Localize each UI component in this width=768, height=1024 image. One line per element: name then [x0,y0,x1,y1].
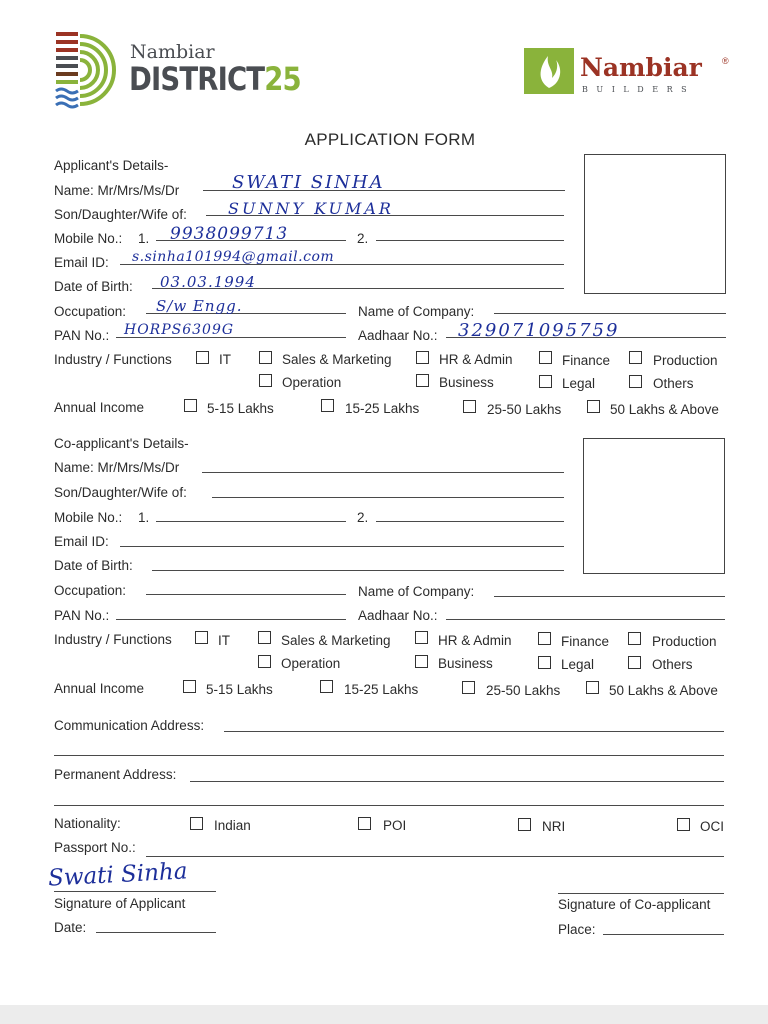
coapplicant-email-label: Email ID: [54,534,109,549]
leaf-flame-icon [524,48,574,94]
coapplicant-industry-operation-checkbox[interactable] [258,655,271,668]
applicant-industry-it-label: IT [219,352,231,367]
applicant-industry-hr-checkbox[interactable] [416,351,429,364]
applicant-signature-label: Signature of Applicant [54,896,186,911]
communication-address-field-1[interactable] [224,731,724,732]
applicant-income-25-50-label: 25-50 Lakhs [487,402,562,417]
applicant-mobile-value: 9938099713 [170,224,289,244]
nationality-indian-label: Indian [214,818,251,833]
nationality-nri-checkbox[interactable] [518,818,531,831]
coapplicant-pan-field[interactable] [116,619,346,620]
communication-address-field-2[interactable] [54,755,724,756]
applicant-industry-others-checkbox[interactable] [629,375,642,388]
passport-label: Passport No.: [54,840,136,855]
date-field[interactable] [96,932,216,933]
applicant-occupation-value: S/w Engg. [156,297,243,315]
nationality-oci-label: OCI [700,819,725,834]
district25-logo [52,28,301,110]
applicant-income-15-25-label: 15-25 Lakhs [345,401,420,416]
coapplicant-income-50-above-checkbox[interactable] [586,681,599,694]
applicant-email-label: Email ID: [54,255,109,270]
applicant-industry-finance-label: Finance [562,353,611,368]
coapplicant-mobile-2-marker: 2. [357,510,369,525]
coapplicant-industry-others-checkbox[interactable] [628,656,641,669]
applicant-income-label: Annual Income [54,400,145,415]
coapplicant-company-field[interactable] [494,596,725,597]
communication-address-label: Communication Address: [54,718,205,733]
date-label: Date: [54,920,87,935]
coapplicant-occupation-label: Occupation: [54,583,127,598]
nambiar-builders-logo [524,48,734,98]
coapplicant-company-label: Name of Company: [358,584,475,599]
coapplicant-industry-business-checkbox[interactable] [415,655,428,668]
applicant-income-25-50-checkbox[interactable] [463,400,476,413]
applicant-industry-production-label: Production [653,353,718,368]
coapplicant-income-15-25-checkbox[interactable] [320,680,333,693]
applicant-mobile-1-marker: 1. [138,231,150,246]
applicant-industry-label: Industry / Functions [54,352,172,367]
coapplicant-income-label: Annual Income [54,681,145,696]
scan-edge-band [0,1005,768,1024]
applicant-company-field[interactable] [494,313,726,314]
coapplicant-income-25-50-label: 25-50 Lakhs [486,683,561,698]
applicant-relation-label: Son/Daughter/Wife of: [54,207,187,222]
coapplicant-industry-legal-label: Legal [561,657,595,672]
coapplicant-name-label: Name: Mr/Mrs/Ms/Dr [54,460,180,475]
coapplicant-mobile-1-marker: 1. [138,510,150,525]
applicant-income-15-25-checkbox[interactable] [321,399,334,412]
coapplicant-section-heading: Co-applicant's Details- [54,436,189,451]
applicant-pan-label: PAN No.: [54,328,110,343]
applicant-income-50-above-checkbox[interactable] [587,400,600,413]
applicant-industry-legal-label: Legal [562,376,596,391]
coapplicant-industry-production-checkbox[interactable] [628,632,641,645]
coapplicant-industry-sales-label: Sales & Marketing [281,633,391,648]
coapplicant-industry-legal-checkbox[interactable] [538,656,551,669]
applicant-dob-label: Date of Birth: [54,279,133,294]
applicant-industry-production-checkbox[interactable] [629,351,642,364]
applicant-industry-others-label: Others [653,376,694,391]
coapplicant-mobile-label: Mobile No.: [54,510,123,525]
permanent-address-field-2[interactable] [54,805,724,806]
passport-field[interactable] [146,856,724,857]
coapplicant-occupation-field[interactable] [146,594,346,595]
coapplicant-industry-operation-label: Operation [281,656,341,671]
coapplicant-photo-box[interactable] [583,438,725,574]
applicant-industry-hr-label: HR & Admin [439,352,513,367]
coapplicant-pan-label: PAN No.: [54,608,110,623]
coapplicant-income-15-25-label: 15-25 Lakhs [344,682,419,697]
coapplicant-dob-field[interactable] [152,570,564,571]
applicant-email-value: s.sinha101994@gmail.com [132,249,335,265]
coapplicant-income-5-15-checkbox[interactable] [183,680,196,693]
applicant-signature: Swati Sinha [47,858,189,892]
applicant-name-label: Name: Mr/Mrs/Ms/Dr [54,183,180,198]
coapplicant-industry-finance-label: Finance [561,634,610,649]
nationality-oci-checkbox[interactable] [677,818,690,831]
form-title: APPLICATION FORM [304,130,476,149]
coapplicant-industry-business-label: Business [438,656,493,671]
applicant-aadhaar-label: Aadhaar No.: [358,328,438,343]
coapplicant-aadhaar-field[interactable] [446,619,725,620]
district25-main-text [129,60,301,98]
applicant-industry-legal-checkbox[interactable] [539,375,552,388]
registered-mark: ® [722,56,729,66]
coapplicant-income-5-15-label: 5-15 Lakhs [206,682,273,697]
applicant-industry-finance-checkbox[interactable] [539,351,552,364]
coapplicant-industry-sales-checkbox[interactable] [258,631,271,644]
applicant-industry-it-checkbox[interactable] [196,351,209,364]
district-word: DISTRICT [129,60,265,98]
builders-subtext: B U I L D E R S [582,85,690,94]
coapplicant-industry-others-label: Others [652,657,693,672]
place-field[interactable] [603,934,724,935]
applicant-relation-value: SUNNY KUMAR [228,199,394,218]
applicant-photo-box[interactable] [584,154,726,294]
applicant-income-5-15-checkbox[interactable] [184,399,197,412]
coapplicant-mobile-1-field[interactable] [156,521,346,522]
coapplicant-aadhaar-label: Aadhaar No.: [358,608,438,623]
district25-top-text: Nambiar [130,41,215,63]
coapplicant-mobile-2-field[interactable] [376,521,564,522]
nationality-label: Nationality: [54,816,121,831]
coapplicant-dob-label: Date of Birth: [54,558,133,573]
applicant-industry-operation-label: Operation [282,375,342,390]
applicant-signature-line[interactable] [54,891,216,892]
coapplicant-relation-label: Son/Daughter/Wife of: [54,485,187,500]
coapplicant-industry-it-label: IT [218,633,230,648]
nambiar-wordmark: Nambiar [580,53,702,82]
coapplicant-industry-hr-label: HR & Admin [438,633,512,648]
applicant-income-5-15-label: 5-15 Lakhs [207,401,274,416]
permanent-address-label: Permanent Address: [54,767,177,782]
applicant-mobile-2-marker: 2. [357,231,369,246]
applicant-industry-business-label: Business [439,375,494,390]
coapplicant-income-50-above-label: 50 Lakhs & Above [609,683,718,698]
nationality-poi-label: POI [383,818,407,833]
district-number: 25 [264,60,301,98]
coapplicant-industry-hr-checkbox[interactable] [415,631,428,644]
coapplicant-signature-line[interactable] [558,893,724,894]
applicant-dob-value: 03.03.1994 [160,273,256,291]
nationality-poi-checkbox[interactable] [358,817,371,830]
applicant-industry-operation-checkbox[interactable] [259,374,272,387]
applicant-industry-sales-label: Sales & Marketing [282,352,392,367]
coapplicant-name-field[interactable] [202,472,564,473]
applicant-occupation-label: Occupation: [54,304,127,319]
permanent-address-field-1[interactable] [190,781,724,782]
applicant-company-label: Name of Company: [358,304,475,319]
coapplicant-industry-production-label: Production [652,634,717,649]
applicant-mobile-2-field[interactable] [376,240,564,241]
applicant-mobile-label: Mobile No.: [54,231,123,246]
applicant-industry-sales-checkbox[interactable] [259,351,272,364]
coapplicant-industry-it-checkbox[interactable] [195,631,208,644]
coapplicant-signature-label: Signature of Co-applicant [558,897,711,912]
coapplicant-relation-field[interactable] [212,497,564,498]
coapplicant-industry-finance-checkbox[interactable] [538,632,551,645]
applicant-income-50-above-label: 50 Lakhs & Above [610,402,719,417]
nationality-nri-label: NRI [542,819,566,834]
coapplicant-income-25-50-checkbox[interactable] [462,681,475,694]
applicant-aadhaar-value: 329071095759 [458,320,620,341]
applicant-section-heading: Applicant's Details- [54,158,169,173]
applicant-industry-business-checkbox[interactable] [416,374,429,387]
coapplicant-email-field[interactable] [120,546,564,547]
coapplicant-industry-label: Industry / Functions [54,632,172,647]
district25-emblem-icon [52,28,124,110]
nationality-indian-checkbox[interactable] [190,817,203,830]
applicant-name-value: SWATI SINHA [232,172,385,193]
place-label: Place: [558,922,596,937]
applicant-pan-value: HORPS6309G [124,322,235,338]
